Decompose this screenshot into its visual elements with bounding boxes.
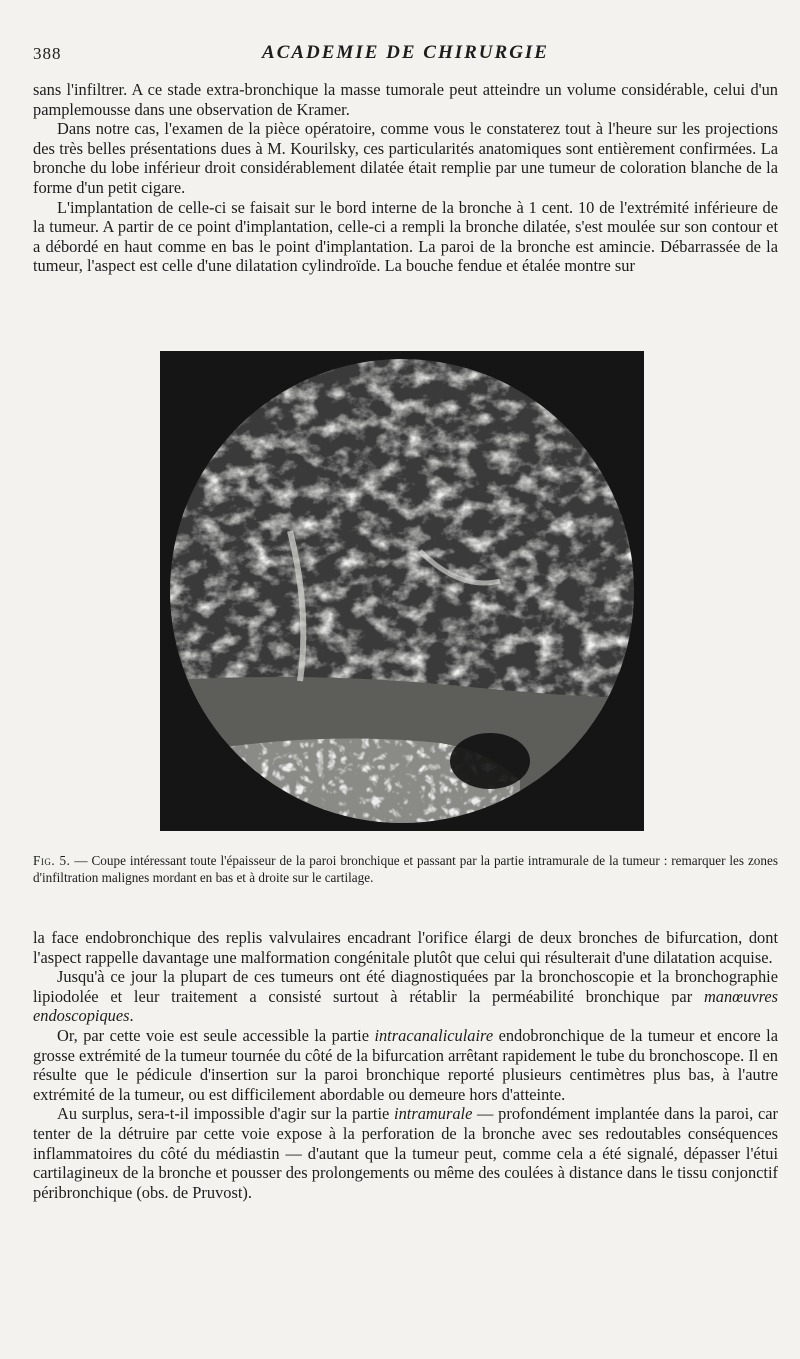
paragraph — [33, 1104, 778, 1202]
text-run: . — [129, 1006, 134, 1026]
body-text-bottom — [33, 928, 778, 1202]
text-run: Jusqu'à ce jour la plupart de ces tumeurs ont été diagnostiquées par la bronchoscopie et la bronchographie lipiodolée et leur traitement a consisté surtout à rétablir la perméabilité bronchique par — [33, 967, 778, 1006]
caption-label: Fig. 5. — [33, 853, 71, 868]
paragraph: Dans notre cas, l'examen de la pièce opératoire, comme vous le constaterez tout à l'heure sur les projections des très belles présentations dues à M. Kourilsky, ces particularités anatomiques sont entièrement confirmées. La bronche du lobe inférieur droit considérablement dilatée était remplie par une tumeur de coloration blanche de la forme d'un petit cigare. — [33, 119, 778, 197]
page-number: 388 — [33, 44, 62, 63]
caption-text: — Coupe intéressant toute l'épaisseur de la paroi bronchique et passant par la partie intramurale de la tumeur : remarquer les zones d'infiltration malignes mordant en bas et à droite sur le cartilage. — [33, 853, 778, 885]
page-header — [33, 40, 778, 70]
figure-caption — [33, 852, 778, 886]
text-run: endobronchique de la tumeur et encore la grosse extrémité de la tumeur tournée du côté de la bifurcation arrêtant rapidement le tube du bronchoscope. Il en résulte que le pédicule d'insertion sur la paroi bronchique reporté plusieurs centimètres plus bas, à l'autre extrémité de la tumeur, ou est difficilement abordable ou demeure hors d'atteinte. — [33, 1025, 778, 1104]
running-title: ACADEMIE DE CHIRURGIE — [262, 42, 549, 63]
body-text-top — [33, 80, 778, 276]
micrograph-figure — [160, 351, 644, 831]
italic-text: manœuvres endoscopiques — [33, 986, 778, 1026]
text-run: Au surplus, sera-t-il impossible d'agir sur la partie — [57, 1104, 395, 1124]
micrograph-image — [160, 351, 644, 831]
text-run: — profondément implantée dans la paroi, car tenter de la détruire par cette voie expose à la perforation de la bronche avec ses redoutables conséquences inflammatoires du côté du médiastin — d'autant que la tumeur peut, comme cela a été signalé, dépasser l'étui cartilagineux de la bronche et pousser des prolongements ou même des coulées à distance dans le tissu conjonctif péribronchique (obs. de Pruvost). — [33, 1104, 778, 1202]
text-run: Or, par cette voie est seule accessible la partie — [57, 1025, 375, 1045]
italic-text: intramurale — [394, 1104, 473, 1124]
italic-text: intracanaliculaire — [374, 1025, 494, 1045]
paragraph — [33, 1026, 778, 1104]
paragraph: la face endobronchique des replis valvulaires encadrant l'orifice élargi de deux bronches de bifurcation, dont l'aspect rappelle davantage une malformation congénitale plutôt que celui qui résulterait d'une dilatation acquise. — [33, 928, 778, 967]
paragraph: sans l'infiltrer. A ce stade extra-bronchique la masse tumorale peut atteindre un volume considérable, celui d'un pamplemousse dans une observation de Kramer. — [33, 80, 778, 119]
paragraph — [33, 967, 778, 1026]
paragraph: L'implantation de celle-ci se faisait sur le bord interne de la bronche à 1 cent. 10 de l'extrémité inférieure de la tumeur. A partir de ce point d'implantation, celle-ci a rempli la bronche dilatée, s'est moulée sur son contour et a débordé en haut comme en bas le point d'implantation. La paroi de la bronche est amincie. Débarrassée de la tumeur, l'aspect est celle d'une dilatation cylindroïde. La bouche fendue et étalée montre sur — [33, 197, 778, 276]
